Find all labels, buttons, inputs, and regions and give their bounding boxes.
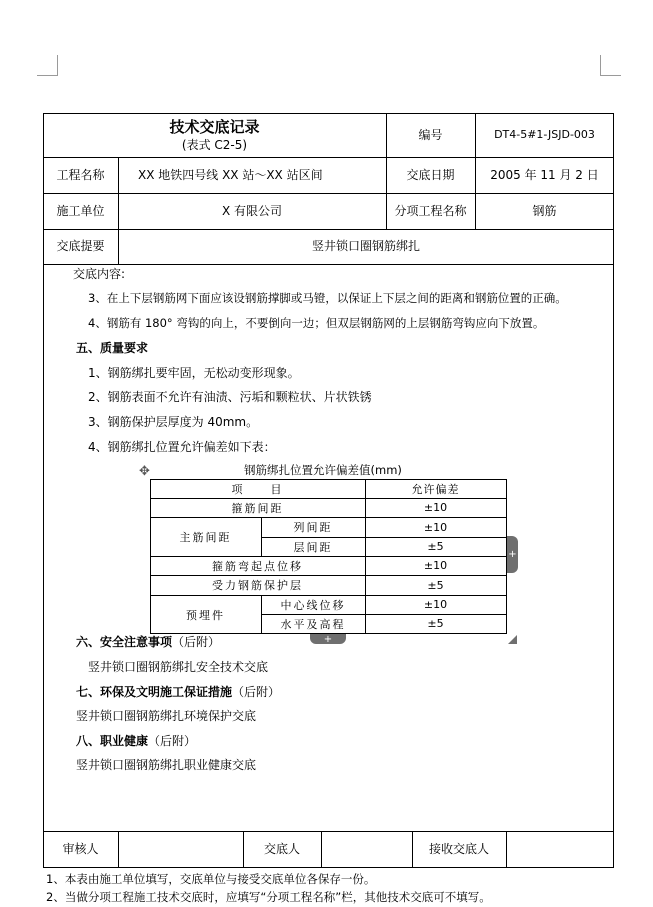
table-cell: 水平及高程 <box>280 617 346 631</box>
table-cell: 主筋间距 <box>179 530 232 544</box>
content-intro: 交底内容: <box>73 267 126 281</box>
footnote-2: 2、当做分项工程施工技术交底时，应填写“分项工程名称”栏，其他技术交底可不填写。 <box>46 890 491 904</box>
date-label: 交底日期 <box>406 167 455 182</box>
footnote-1: 1、本表由施工单位填写，交底单位与接受交底单位各保存一份。 <box>46 872 376 886</box>
discloser-label: 交底人 <box>263 842 300 857</box>
quality-item-1: 1、钢筋绑扎要牢固，无松动变形现象。 <box>88 366 300 380</box>
section-6-title: 六、安全注意事项 <box>76 635 173 649</box>
section-5-heading: 五、质量要求 <box>76 341 149 355</box>
section-7-heading <box>76 683 280 700</box>
section-7-title: 七、环保及文明施工保证措施 <box>76 685 233 699</box>
project-name-label: 工程名称 <box>56 167 105 182</box>
add-column-handle-icon[interactable]: + <box>507 536 518 573</box>
date-value: 2005 年 11 月 2 日 <box>490 167 599 182</box>
project-name-value: XX 地铁四号线 XX 站～XX 站区间 <box>138 167 323 182</box>
section-8-title: 八、职业健康 <box>76 734 149 748</box>
table-cell: ±10 <box>423 598 448 611</box>
receiver-label: 接收交底人 <box>428 842 489 857</box>
table-cell: 受力钢筋保护层 <box>212 579 303 592</box>
section-6-heading <box>76 633 220 650</box>
form-subtitle: (表式 C2-5) <box>181 137 248 152</box>
quality-item-2: 2、钢筋表面不允许有油渍、污垢和颗粒状、片状铁锈 <box>88 390 372 404</box>
quality-item-3: 3、钢筋保护层厚度为 40mm。 <box>88 415 259 429</box>
summary-label: 交底提要 <box>56 239 105 254</box>
number-value: DT4-5#1-JSJD-003 <box>494 128 595 142</box>
discloser-field[interactable] <box>321 831 412 868</box>
table-cell: ±10 <box>423 559 448 572</box>
content-item-4: 4、钢筋有 180° 弯钩的向上，不要倒向一边；但双层钢筋网的上层钢筋弯钩应向下放置。 <box>88 316 545 330</box>
section-6-text: 竖井锁口圈钢筋绑扎安全技术交底 <box>88 660 269 674</box>
receiver-field[interactable] <box>506 831 614 868</box>
section-7-text: 竖井锁口圈钢筋绑扎环境保护交底 <box>76 709 257 723</box>
table-cell: 箍筋间距 <box>231 501 284 515</box>
row-divider <box>43 264 614 265</box>
section-8-heading <box>76 732 196 749</box>
table-move-handle-icon[interactable]: ✥ <box>139 464 150 479</box>
table-cell: 箍筋弯起点位移 <box>212 559 303 573</box>
reviewer-field[interactable] <box>118 831 243 868</box>
content-item-3: 3、在上下层钢筋网下面应该设钢筋撑脚或马镫，以保证上下层之间的距离和钢筋位置的正确。 <box>88 291 567 305</box>
reviewer-label: 审核人 <box>62 842 99 857</box>
crop-mark-right-v <box>600 55 601 75</box>
add-row-handle-icon[interactable]: + <box>310 634 346 644</box>
table-cell: ±5 <box>427 578 444 592</box>
table-header-tolerance: 允许偏差 <box>411 482 460 496</box>
sub-project-value: 钢筋 <box>532 203 557 218</box>
table-header-item: 项 目 <box>231 482 284 496</box>
construction-unit-value: X 有限公司 <box>221 203 283 218</box>
construction-unit-label: 施工单位 <box>56 203 105 218</box>
table-cell: ±10 <box>423 520 448 534</box>
summary-value: 竖井锁口圈钢筋绑扎 <box>311 239 420 254</box>
sub-project-label: 分项工程名称 <box>394 203 467 218</box>
form-title-block <box>43 113 386 157</box>
table-cell: 中心线位移 <box>280 598 346 612</box>
section-7-suffix: （后附） <box>232 685 281 699</box>
table-resize-handle-icon[interactable] <box>508 635 517 644</box>
form-title: 技术交底记录 <box>169 117 260 136</box>
section-6-suffix: （后附） <box>172 635 221 649</box>
number-label: 编号 <box>418 127 443 142</box>
tolerance-table-caption: 钢筋绑扎位置允许偏差值(mm) <box>244 463 402 477</box>
section-8-text: 竖井锁口圈钢筋绑扎职业健康交底 <box>76 758 257 772</box>
tolerance-table <box>150 479 507 634</box>
table-cell: 层间距 <box>293 540 333 554</box>
crop-mark-left-v <box>57 55 58 75</box>
table-cell: ±5 <box>427 540 444 553</box>
crop-mark-right-h <box>600 75 621 76</box>
section-8-suffix: （后附） <box>148 734 197 748</box>
table-cell: ±10 <box>423 501 448 514</box>
crop-mark-left-h <box>37 75 58 76</box>
table-cell: 预埋件 <box>186 608 225 622</box>
table-cell: ±5 <box>427 617 444 630</box>
table-cell: 列间距 <box>293 521 333 534</box>
quality-item-4: 4、钢筋绑扎位置允许偏差如下表： <box>88 440 276 454</box>
